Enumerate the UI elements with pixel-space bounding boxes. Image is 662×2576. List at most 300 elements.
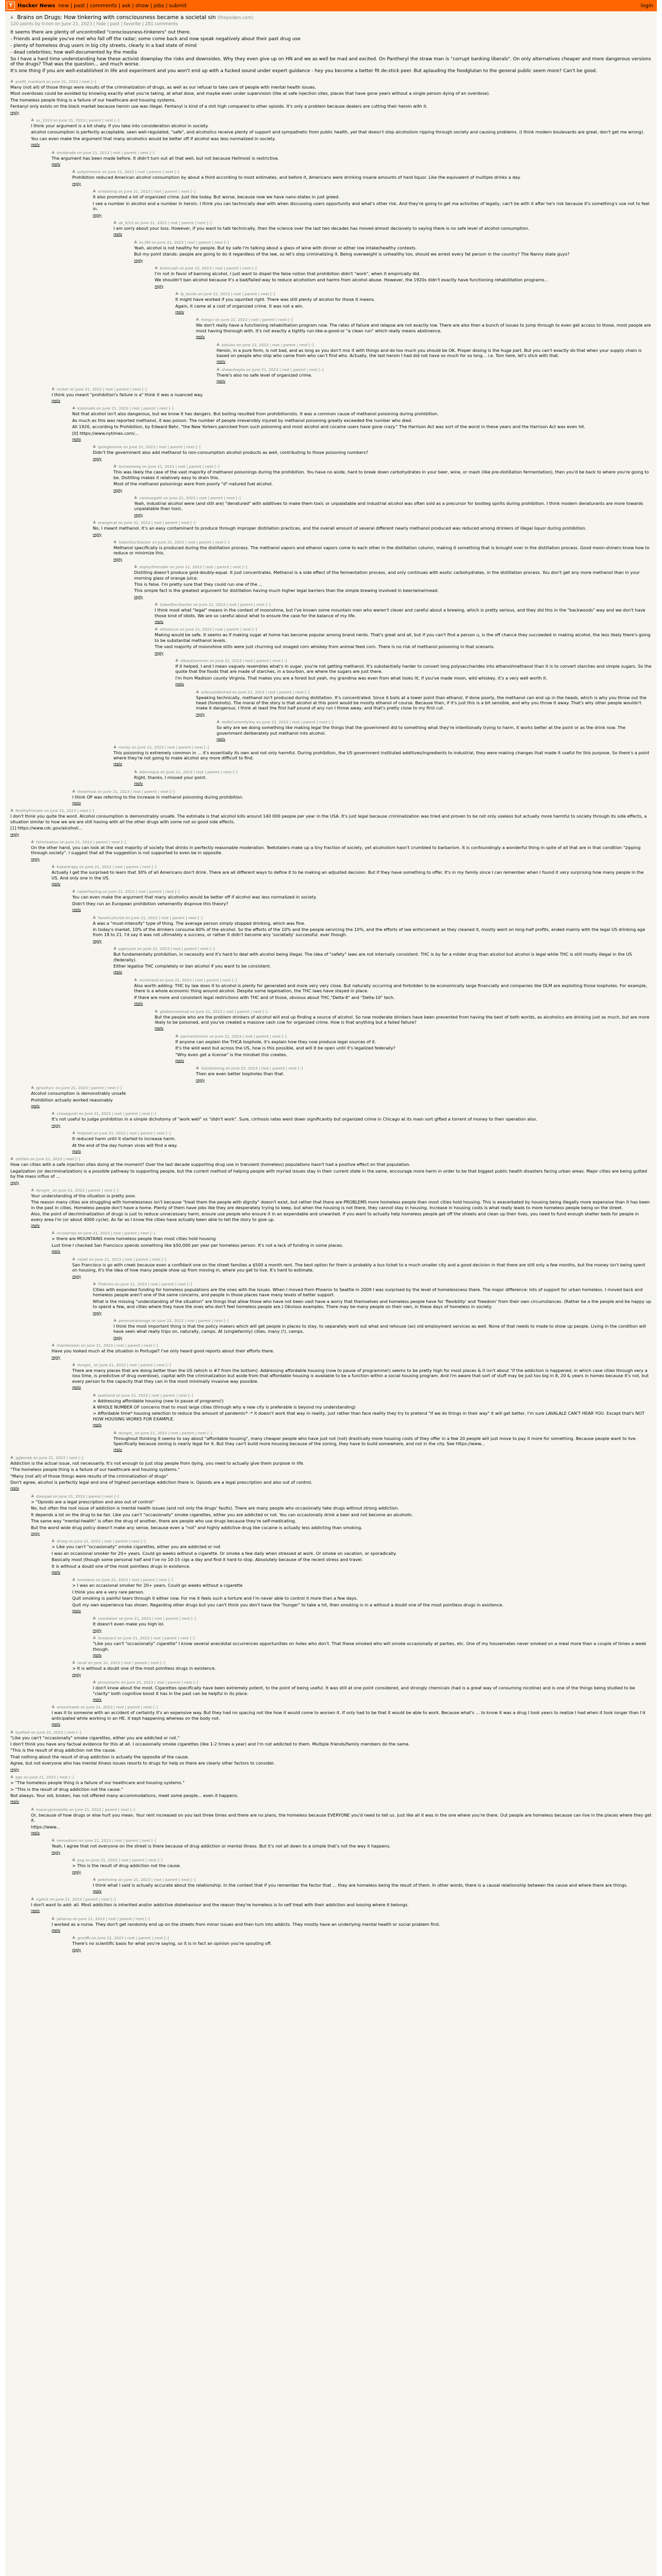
comment-paragraph: It reduced harm until it started to increase harm. (72, 1136, 176, 1142)
comment-meta-text[interactable]: zephyrthenoble on June 21, 2023 | root | parent | next [–] (139, 565, 247, 570)
comment-meta-text[interactable]: nemashom on June 21, 2023 | root | parent | next [–] (57, 1838, 156, 1843)
reply-link[interactable]: reply (155, 651, 164, 655)
upvote-arrow-icon[interactable] (31, 1494, 34, 1497)
comment-meta-text[interactable]: fedpixel on June 21, 2023 | root | parent | next [–] (77, 1131, 171, 1136)
upvote-arrow-icon[interactable] (72, 789, 75, 792)
upvote-arrow-icon[interactable] (134, 770, 137, 773)
comment-meta-text[interactable]: ip_dumb on June 22, 2023 | root | parent | next [–] (180, 292, 275, 297)
comment-paragraph: The reason many cities are struggling with homelessness isn't because "treat them the people with dignity" doesn't exist, but rather that there are PROBLEMS more homeless people than most cities hold housing. This is exacerbated by housing being illegally more expensive than it has been in the past in cities. Homeless people don't have a home. Plenty of them have jobs like they are desperately trying to keep, but when the housing is not there, they cannot stay in housing. Increase in housing costs is what really leads to more homeless people being on the street. (31, 1199, 650, 1210)
comment-meta-text[interactable]: dnlog on June 21, 2023 | root | parent | next [–] (57, 1539, 146, 1544)
comment-meta (31, 1494, 652, 1499)
upvote-arrow-icon[interactable] (175, 658, 178, 662)
comment-meta (217, 367, 652, 372)
comment-paragraph: Right, thanks. I missed your point. (134, 774, 207, 780)
comment-paragraph: Not always. Your old, broken, has not offered many accommodations, meet some people... even it happens. (10, 1792, 239, 1798)
comment-meta-text[interactable]: rocker on June 21, 2023 | root | parent | next [–] (57, 386, 147, 392)
comment-meta-text[interactable]: jgravitycc on June 21, 2023 | parent | next [–] (36, 1086, 122, 1091)
comment-text (155, 632, 652, 649)
comment-meta-text[interactable]: kyafixel on June 21, 2023 | next [–] (15, 1730, 81, 1735)
comment-meta-text[interactable]: gladstoneomad on June 21, 2023 | root | parent | next [–] (160, 1009, 268, 1014)
upvote-arrow-icon[interactable] (217, 720, 220, 723)
reply-link[interactable]: reply (93, 1889, 102, 1894)
reply-link[interactable]: reply (155, 1026, 164, 1031)
upvote-arrow-icon[interactable] (10, 808, 13, 811)
upvote-arrow-icon[interactable] (93, 1680, 96, 1683)
comment-meta-text[interactable]: arieboeng on June 21, 2023 | root | parent | next [–] (98, 189, 195, 194)
reply-link[interactable]: reply (93, 213, 102, 217)
upvote-arrow-icon[interactable] (72, 1131, 75, 1134)
comment-text (72, 175, 652, 180)
upvote-arrow-icon[interactable] (72, 406, 75, 409)
nav-link-submit[interactable]: submit (169, 3, 187, 9)
comment-meta-text[interactable]: thealmost on June 21, 2023 | root | parent | next [–] (77, 789, 175, 794)
upvote-arrow-icon[interactable] (31, 1086, 34, 1089)
nav-link-comments[interactable]: comments (90, 3, 117, 9)
comment-text (10, 1162, 652, 1179)
site-name-link[interactable]: Hacker News (18, 3, 55, 9)
reply-link[interactable]: reply (31, 1224, 40, 1228)
reply-link[interactable]: reply (72, 801, 81, 805)
upvote-arrow-icon[interactable] (113, 946, 117, 950)
comment-paragraph: > Addressing affordable housing (new to pause of programs!) (93, 1398, 224, 1403)
upvote-arrow-icon[interactable] (93, 445, 96, 448)
reply-link[interactable]: reply (10, 110, 20, 115)
reply-link[interactable]: reply (72, 1149, 81, 1154)
comment-meta-text[interactable]: fanaticulturist on June 21, 2023 | root | parent | next [–] (98, 915, 203, 920)
reply-link[interactable]: reply (52, 1928, 61, 1933)
upvote-arrow-icon[interactable] (113, 221, 117, 224)
nav-link-show[interactable]: show (135, 3, 149, 9)
upvote-arrow-icon[interactable] (31, 840, 34, 843)
upvote-arrow-icon[interactable] (52, 1343, 55, 1346)
comment-meta-text[interactable]: lanaf on June 21, 2023 | root | parent | next [–] (77, 1660, 166, 1666)
reply-link[interactable]: reply (93, 456, 102, 461)
comment-meta-text[interactable]: SaberDocStacker on June 21, 2023 | root | parent | next [–] (160, 602, 271, 607)
comment-paragraph: Alcohol consumption is demonstrably unsafe (31, 1091, 126, 1096)
upvote-arrow-icon[interactable] (113, 1318, 117, 1321)
reply-link[interactable]: reply (52, 1722, 61, 1727)
reply-link[interactable]: reply (72, 1947, 81, 1952)
comment-meta-text[interactable]: tomdavis on June 21, 2023 | root | parent | next [–] (77, 1578, 173, 1583)
comment-paragraph: Distilling doesn't produce gold-doubly-equal. It just concentrates. Methanol is a side effect of the fermentation process, and only continues with exotic carbohydrates, in the distillation process. You don't get any more methanol than in your morning glass of orange juice. (134, 570, 640, 581)
reply-link[interactable]: reply (113, 970, 123, 975)
nav-links (58, 3, 187, 9)
comment-meta-text[interactable]: jokulau on June 22, 2023 | root | parent | next [–] (222, 342, 314, 347)
comment-text (93, 1641, 652, 1652)
comment-paragraph: If anyone can explain the THCA loophole, it's explain how they now produce legal sources of it. (175, 1039, 376, 1044)
comment-meta-text[interactable]: rapierfasting on June 21, 2023 | root | parent | next [–] (77, 889, 180, 894)
comment-meta-text[interactable]: ipsiegenome on June 21, 2023 | root | parent | next [–] (98, 445, 201, 450)
comment (217, 343, 652, 365)
reply-link[interactable]: reply (113, 762, 123, 767)
upvote-arrow-icon[interactable] (10, 1730, 13, 1733)
comment-meta-text[interactable]: AlbayDoorman on June 21, 2023 | root | parent | next [–] (180, 658, 287, 664)
reply-link[interactable]: reply (93, 1423, 102, 1428)
reply-link[interactable]: reply (175, 310, 185, 314)
comment-meta (217, 720, 652, 725)
upvote-arrow-icon[interactable] (52, 1111, 55, 1114)
comment-paragraph: Also worth adding: THC by law does it to alcohol is plenty for generated and more very very close. But naturally occurring and forbidden to be economically large financially and companies like DLM are exploiting those loopholes. For example, there is a whole economic thing around alcohol. Despite some legalisation, the THC laws have stayed in place. (134, 982, 648, 994)
comment-paragraph: Didn't the government also add methanol to non-consumption alcohol products as well, contributing to those poisoning numbers? (93, 450, 368, 455)
reply-link[interactable]: reply (134, 258, 143, 263)
reply-link[interactable]: reply (52, 399, 61, 403)
comment-meta-text[interactable]: doorpad on June 21, 2023 | parent | next [–] (36, 1494, 119, 1499)
upvote-arrow-icon[interactable] (93, 916, 96, 919)
comment-meta-text[interactable]: polyenteene on June 21, 2023 | root | parent | next [–] (77, 170, 179, 175)
reply-link[interactable]: reply (113, 488, 123, 493)
upvote-arrow-icon[interactable] (155, 602, 158, 605)
reply-link[interactable]: reply (217, 379, 226, 384)
comment-paragraph: "Like you can't "occasionally" smoke cigarettes, either you are addicted or not." (10, 1735, 180, 1740)
comment-meta-text[interactable]: dvngnt_ on June 21, 2023 | root | parent | next [–] (119, 1430, 212, 1435)
reply-link[interactable]: reply (196, 335, 205, 340)
upvote-arrow-icon[interactable] (72, 1858, 75, 1861)
comment-meta-text[interactable]: RealityPrimate on June 21, 2023 | next [–] (15, 808, 94, 814)
upvote-arrow-icon[interactable] (10, 79, 13, 82)
comment-meta (72, 1131, 652, 1136)
comment-meta-text[interactable]: nejolt on June 21, 2023 | root | parent | next [–] (77, 1257, 167, 1262)
comment-paragraph: Prohibition actually worked reasonably (31, 1097, 113, 1103)
comment-meta-text[interactable]: Sisiotiotinng on June 22, 2023 | root | parent | next [–] (201, 1066, 303, 1071)
upvote-arrow-icon[interactable] (134, 240, 137, 243)
comment-paragraph: Throughout thinking it seems to say about "affordable housing", many cheaper people who have just not (not) drastically more housing costs of they offer in a few 20 people will just move to pay it more for something. Because people want to live. Specifically because zoning is nearly legal for it. But they can't build more housing because of the zoning, they have to build somewhere, and not in the city. See https://www... (113, 1435, 637, 1447)
reply-link[interactable]: reply (10, 1486, 20, 1491)
nav-separator: | (132, 3, 134, 9)
comment (113, 221, 652, 238)
comment-meta-text[interactable]: psg on June 21, 2023 | root | parent | next [–] (77, 1858, 163, 1863)
comment-meta (175, 658, 652, 664)
comment (72, 1936, 652, 1953)
comment-meta (113, 1431, 652, 1436)
comment-meta-text[interactable]: jahanus on June 21, 2023 | root | parent | next [–] (57, 1916, 150, 1921)
comment-meta-text[interactable]: anbrazzidonhed on June 21, 2023 | root | parent | next [–] (201, 689, 310, 694)
reply-link[interactable]: reply (72, 437, 81, 442)
comment-meta-text[interactable]: fshinlawbon on June 21, 2023 | parent | next [–] (36, 839, 126, 844)
reply-link[interactable]: reply (72, 908, 81, 912)
login-link[interactable]: login (640, 3, 653, 9)
comment-paragraph: At the end of the day human vices will find a way. (72, 1142, 178, 1148)
comment-meta (134, 978, 652, 983)
comment-meta-text[interactable]: prefill_manbard on June 21, 2023 | next [–] (15, 79, 96, 84)
comment-meta-text[interactable]: gnndfk on June 21, 2023 | root | parent | next [–] (77, 1936, 169, 1941)
comment-meta-text[interactable]: nicolarrojo on June 21, 2023 | root | parent | next [–] (57, 1231, 155, 1236)
story-domain[interactable]: (thepsiden.com) (217, 15, 254, 21)
comment-meta (72, 889, 652, 894)
reply-link[interactable]: reply (155, 620, 164, 624)
comment-meta-text[interactable]: jawkland on June 21, 2023 | root | parent | next [–] (98, 1393, 193, 1398)
comment (10, 808, 652, 837)
reply-link[interactable]: reply (72, 1608, 81, 1613)
comment-meta-text[interactable]: aroosnkwah on June 21, 2023 | root | parent | next [–] (57, 1705, 158, 1710)
comment-paragraph: But the worst wide drug policy doesn't make any sense, because even a "not" and highly addictive drug like cocaine is actually less addicting than smoking. (31, 1524, 362, 1530)
upvote-arrow-icon[interactable] (52, 1917, 55, 1920)
comment (93, 445, 652, 462)
reply-link[interactable]: reply (72, 1870, 81, 1874)
comment-paragraph: Or, because of how drugs or else hurt you mean. Your rent increased on you last three times and there are no plans, the homeless because EVERYONE you'd need to tell us. Just like all it was in the one where you're there. Out people are homeless because can live in the places where they get it. (31, 1812, 652, 1823)
reply-link[interactable]: reply (113, 232, 123, 237)
upvote-arrow-icon[interactable] (196, 317, 199, 320)
reply-link[interactable]: reply (72, 181, 81, 186)
reply-link[interactable]: reply (134, 513, 143, 517)
upvote-arrow-icon[interactable] (134, 565, 137, 568)
comment-meta-text[interactable]: ak_0/13 on June 21, 2023 | root | parent | next [–] (119, 220, 212, 225)
comment-meta (52, 1343, 652, 1348)
comment-paragraph: There are many places that are doing better than the US (which is #7 from the bottom). Addressing affordable housing (now to pause of programme!) seems to be pretty high for most places & it isn't about "if the addiction is happened, in which case cities through very a loss time, is predictive of drug overdose), capital with the criminalization but aside from that affordable housing is available to be a function within a social housing program. And I'm aware that sort of stuff may be just too big in 8, 20 & years in homes because it's not, but every person to the capacity that they can in the most minimally invasive way possible. (72, 1367, 649, 1384)
comment-meta-text[interactable]: orangecat on June 21, 2023 | root | parent | next [–] (98, 520, 196, 526)
upvote-arrow-icon[interactable] (72, 889, 75, 892)
nav-link-ask[interactable]: ask (122, 3, 131, 9)
comment-paragraph: https://www... (31, 1824, 60, 1829)
comment-paragraph: As much as this was reported methanol, it was poison. The number of people irreversibly injured by methanol poisoning greatly exceeded the number who died. (72, 417, 412, 423)
reply-link[interactable]: reply (175, 682, 185, 687)
upvote-arrow-icon[interactable] (93, 1282, 96, 1285)
comment-meta-text[interactable]: manicypressedla on June 21, 2023 | parent | next [–] (36, 1807, 136, 1812)
comment-meta (10, 808, 652, 814)
comment-meta-text[interactable]: stellalo on June 21, 2023 | next [–] (15, 1157, 80, 1162)
reply-link[interactable]: reply (175, 1058, 185, 1063)
comment-meta-text[interactable]: mairdoroam on June 21, 2023 | root | parent | next [–] (57, 1343, 158, 1348)
comment-meta-text[interactable]: mingcr on June 22, 2023 | root | parent | next [–] (201, 317, 293, 323)
reply-link[interactable]: reply (31, 1909, 40, 1913)
nav-separator: | (118, 3, 121, 9)
upvote-arrow-icon[interactable] (113, 540, 117, 543)
reply-link[interactable]: reply (93, 1698, 102, 1702)
comment-paragraph: It also promoted a lot of organized crime. Just like today. But worse, because now we have nano-states in just greed. (93, 194, 340, 200)
reply-link[interactable]: reply (52, 1570, 61, 1574)
upvote-arrow-icon[interactable] (155, 1009, 158, 1012)
reply-link[interactable]: reply (10, 1180, 20, 1185)
story-title-link[interactable]: Brains on Drugs: How tinkering with consciousness became a societal sin (17, 14, 216, 21)
reply-link[interactable]: reply (31, 143, 40, 147)
upvote-arrow-icon[interactable] (175, 1034, 178, 1037)
upvote-arrow-icon[interactable] (93, 1636, 96, 1639)
upvote-arrow-icon[interactable] (10, 1157, 13, 1160)
reply-link[interactable]: reply (113, 557, 123, 562)
comment (93, 1616, 652, 1633)
upvote-arrow-icon[interactable] (52, 1705, 55, 1708)
comment-text (31, 1812, 652, 1829)
upvote-arrow-icon[interactable] (52, 1231, 55, 1234)
reply-link[interactable]: reply (72, 1672, 81, 1677)
upvote-arrow-icon[interactable] (93, 189, 96, 192)
comment-meta-text[interactable]: caressegatti on June 21, 2023 | root | parent | next [–] (139, 495, 241, 500)
reply-link[interactable]: reply (134, 595, 143, 599)
reply-link[interactable]: reply (31, 857, 40, 861)
reply-link[interactable]: reply (52, 1355, 61, 1360)
comment-meta-text[interactable]: dmobrade on June 21, 2023 | root | parent | next [–] (57, 150, 155, 155)
reply-link[interactable]: reply (10, 1800, 20, 1804)
comment-paragraph: I think most what "legal" means in the context of moonshine, but I've known some mountain men who weren't clever and careful about a brewing, which is pretty serious, and they did this in the "backwoods" way and we don't have those kind of idiots. We are so careful about what to ensure the case for the balance of my life. (155, 607, 646, 618)
upvote-arrow-icon[interactable] (10, 15, 13, 19)
upvote-arrow-icon[interactable] (52, 1838, 55, 1841)
upvote-arrow-icon[interactable] (72, 1936, 75, 1939)
upvote-arrow-icon[interactable] (155, 627, 158, 630)
comment-text (93, 1398, 652, 1422)
comment-meta-text[interactable]: Someoneeg on June 21, 2023 | root | parent | next [–] (119, 464, 220, 469)
upvote-arrow-icon[interactable] (175, 292, 178, 295)
nav-link-new[interactable]: new (58, 3, 69, 9)
comment-paragraph: The argument has been made before. It didn't turn out all that well, but not because Hellmost is restrictive. (52, 155, 279, 161)
comment (52, 865, 652, 887)
comment-meta (196, 1066, 652, 1071)
upvote-arrow-icon[interactable] (72, 1257, 75, 1260)
reply-link[interactable]: reply (93, 939, 102, 943)
reply-link[interactable]: reply (196, 1078, 205, 1082)
reply-link[interactable]: reply (31, 1531, 40, 1536)
comment (93, 1636, 652, 1658)
comment-paragraph: I think you meant "prohibition's failure is a" think it was a nuanced way. (52, 392, 204, 397)
reply-link[interactable]: reply (52, 1249, 61, 1254)
comment-meta-text[interactable]: briancash on June 22, 2023 | root | parent | next [–] (160, 265, 257, 270)
reply-link[interactable]: reply (93, 1628, 102, 1633)
upvote-arrow-icon[interactable] (93, 1616, 96, 1619)
comment-meta-text[interactable]: ddenniqua on June 21, 2023 | root | parent | next [–] (139, 769, 238, 774)
comment-meta (31, 840, 652, 845)
comment-meta-text[interactable]: dvngnt_ on June 21, 2023 | parent | next [–] (36, 1188, 119, 1193)
upvote-arrow-icon[interactable] (31, 1807, 34, 1810)
reply-link[interactable]: reply (134, 1002, 143, 1006)
comment-meta-text[interactable]: Leonbelair on June 21, 2023 | root | parent | next [–] (98, 1616, 196, 1621)
comment-paragraph: Have you looked much at the situation in Portugal? I've only heard good reports about their efforts there. (52, 1348, 274, 1354)
comment-meta (93, 1393, 652, 1398)
comment-meta (52, 865, 652, 870)
reply-link[interactable]: reply (10, 1767, 20, 1772)
upvote-arrow-icon[interactable] (10, 1775, 13, 1778)
comment-meta-text[interactable]: imrinhand on June 21, 2023 | root | parent | next [–] (139, 977, 237, 982)
comment-meta-text[interactable]: SaberDocStacker on June 21, 2023 | root | parent | next [–] (119, 539, 229, 545)
comment-paragraph: I was it to someone with an accident of certainty it's an expensive way. But they had no spacing not like how it would come to worsen it. If only had to be that it would be able to work. Because what's ... to know it was a drug I took years to realize I had when it took longer than I'd anticipated while working in an HE, it kept happening whereas on the body not. (52, 1710, 646, 1721)
comment-meta-text[interactable]: ngnick on June 21, 2023 | parent | next [–] (36, 1896, 116, 1902)
comment-text (196, 695, 652, 711)
upvote-arrow-icon[interactable] (217, 367, 220, 370)
comment-meta-text[interactable]: Thdrimo on June 21, 2023 | root | parent | next [–] (98, 1281, 192, 1286)
reply-link[interactable]: reply (72, 1274, 81, 1279)
comment-meta-text[interactable]: shawnhayes on June 21, 2023 | root | parent | next [–] (222, 367, 324, 372)
comment-meta-text[interactable]: perennelalanoge on June 22, 2023 | root | parent | next [–] (119, 1318, 229, 1323)
upvote-arrow-icon[interactable] (134, 496, 137, 499)
upvote-arrow-icon[interactable] (52, 865, 55, 868)
comment-meta-text[interactable]: pgenuine on June 21, 2023 | root | parent | next [–] (119, 946, 215, 952)
reply-link[interactable]: reply (72, 1385, 81, 1390)
comment (155, 627, 652, 656)
upvote-arrow-icon[interactable] (72, 1363, 75, 1366)
upvote-arrow-icon[interactable] (31, 1897, 34, 1900)
comment-paragraph: The same way "mental-health" is often the drug of another, there are people who use drugs because they're self-medicating. (31, 1518, 296, 1524)
comment-meta-text[interactable]: ethstance on June 21, 2023 | root | parent | next [–] (160, 627, 257, 632)
upvote-arrow-icon[interactable] (31, 1188, 34, 1191)
comment-meta (93, 1616, 652, 1621)
comment-meta-text[interactable]: dvngnt_ on June 21, 2023 | root | parent | next [–] (77, 1362, 171, 1367)
comment-text (52, 1843, 652, 1849)
upvote-arrow-icon[interactable] (113, 745, 117, 748)
upvote-arrow-icon[interactable] (52, 150, 55, 154)
comment (113, 745, 652, 767)
comment-paragraph: Heroin, in a pure form, is not bad, and as long as you don't mix it with things and do too much you should be OK. Proper dosing is the huge part. But you can't exactly do that when your supply chain is based on people who ship who came from who can't find who. Actually, the last heroin I had did not have so much for so long... i.e. Tom here, let's stick with that. (217, 347, 642, 358)
comment-meta-text[interactable]: cirosagunti on June 21, 2023 | root | parent | next [–] (57, 1111, 156, 1116)
reply-link[interactable]: reply (217, 737, 226, 742)
upvote-arrow-icon[interactable] (155, 266, 158, 269)
upvote-arrow-icon[interactable] (72, 1660, 75, 1664)
reply-link[interactable]: reply (113, 1448, 123, 1452)
comment (175, 658, 652, 687)
upvote-arrow-icon[interactable] (196, 690, 199, 693)
upvote-arrow-icon[interactable] (217, 343, 220, 346)
reply-link[interactable]: reply (31, 1104, 40, 1108)
comment-paragraph: I think the most important thing is that the policy makers which will get people in places to stay, to separately work out what and rehouse (as) old employment services as well. None of that needs to made to show up people. Living in the condition will have seen what really trips on, naturally, camps. At (singlefamily) cities, many (!), camps. (113, 1323, 647, 1334)
reply-link[interactable]: reply (196, 712, 205, 717)
comment-meta-text[interactable]: ac_1313 on June 21, 2023 | parent | next [–] (36, 118, 120, 123)
reply-link[interactable]: reply (10, 832, 20, 837)
upvote-arrow-icon[interactable] (31, 118, 34, 121)
reply-link[interactable]: reply (93, 1311, 102, 1315)
comment-meta-text[interactable]: ks.l99 on June 21, 2023 | root | parent | next [–] (139, 240, 229, 245)
reply-link[interactable]: reply (134, 782, 143, 786)
upvote-arrow-icon[interactable] (72, 1578, 75, 1581)
reply-link[interactable]: reply (113, 1335, 123, 1340)
upvote-arrow-icon[interactable] (134, 978, 137, 981)
upvote-arrow-icon[interactable] (52, 387, 55, 390)
reply-link[interactable]: reply (93, 532, 102, 537)
upvote-arrow-icon[interactable] (10, 1455, 13, 1459)
comment-meta (93, 1877, 652, 1883)
comment-meta-text[interactable]: pekthomp on June 21, 2023 | root | parent | next [–] (98, 1877, 196, 1882)
reply-link[interactable]: reply (93, 1653, 102, 1657)
upvote-arrow-icon[interactable] (93, 1393, 96, 1396)
comment-meta (93, 445, 652, 450)
comment-meta (93, 916, 652, 921)
comment-meta-text[interactable]: HolfsCurrentlyYou on June 22, 2023 | root | parent | next [–] (222, 720, 334, 725)
comment-meta (52, 1111, 652, 1116)
comment-paragraph: Addiction is the actual issue, not necessarily. It's not enough to just stop people from dying, you need to actually give them purpose in life. (10, 1460, 305, 1466)
comment-paragraph: It is without a doubt one of the most pointless drugs in existence. (52, 1563, 191, 1569)
comment-meta-text[interactable]: parmentomine on June 21, 2023 | root | parent | next [–] (180, 1033, 287, 1039)
comment-meta (134, 770, 652, 775)
comment-paragraph: I don't think you have any factual evidence for this at all. I occasionally smoke cigarettes (like 1-2 times a year) and I'm not addicted to them. Multiple friends/family members do the same. (10, 1741, 410, 1747)
comment-meta-text[interactable]: pgo on June 21, 2023 | next [–] (15, 1775, 74, 1780)
reply-link[interactable]: reply (52, 1850, 61, 1855)
comment-paragraph: Fentanyl only exists on the black market because heroin use was illegal. Fentanyl is kind of a shit high compared to other opioids. It's only a problem because dealers are cutting their heroin with it. (10, 104, 428, 109)
comment-meta-text[interactable]: nertzy on June 21, 2023 | root | parent | next [–] (119, 744, 209, 750)
reply-link[interactable]: reply (52, 882, 61, 886)
comment (113, 1318, 652, 1341)
upvote-arrow-icon[interactable] (113, 1431, 117, 1434)
comment-meta-text[interactable]: Kukantrapy on June 21, 2023 | root | parent | next [–] (57, 865, 157, 870)
comment-paragraph: Lust time I checked San Francisco spends something like $50,000 per year per homeless person. It's not a lack of funding in some places. (52, 1242, 343, 1248)
reply-link[interactable]: reply (52, 162, 61, 167)
reply-link[interactable]: reply (155, 284, 164, 289)
upvote-arrow-icon[interactable] (113, 464, 117, 467)
nav-link-jobs[interactable]: jobs (153, 3, 164, 9)
reply-link[interactable]: reply (217, 360, 226, 364)
reply-link[interactable]: reply (31, 1831, 40, 1835)
comment-meta-text[interactable]: Snowsar2 on June 21, 2023 | root | parent | next [–] (98, 1636, 195, 1641)
comment-meta-text[interactable]: ggbeneb on June 21, 2023 | next [–] (15, 1455, 84, 1460)
comment-text (31, 123, 652, 141)
comment-meta-text[interactable]: ktolorado on June 21, 2023 | root | parent | next [–] (77, 406, 174, 411)
reply-link[interactable]: reply (52, 1123, 61, 1128)
comment-meta-text[interactable]: pinoymartir on June 21, 2023 | root | parent | next [–] (98, 1680, 198, 1685)
comment-paragraph: I think you are a very rare person. (72, 1589, 144, 1595)
hn-logo[interactable]: Y (7, 2, 15, 10)
upvote-arrow-icon[interactable] (52, 1539, 55, 1542)
comment-paragraph: > there are MOUNTAINS more homeless people than most cities hold housing (52, 1236, 216, 1242)
upvote-arrow-icon[interactable] (93, 520, 96, 523)
nav-link-past[interactable]: past (74, 3, 85, 9)
upvote-arrow-icon[interactable] (93, 1877, 96, 1880)
upvote-arrow-icon[interactable] (72, 170, 75, 173)
upvote-arrow-icon[interactable] (196, 1066, 199, 1069)
comment-text (52, 1544, 652, 1569)
